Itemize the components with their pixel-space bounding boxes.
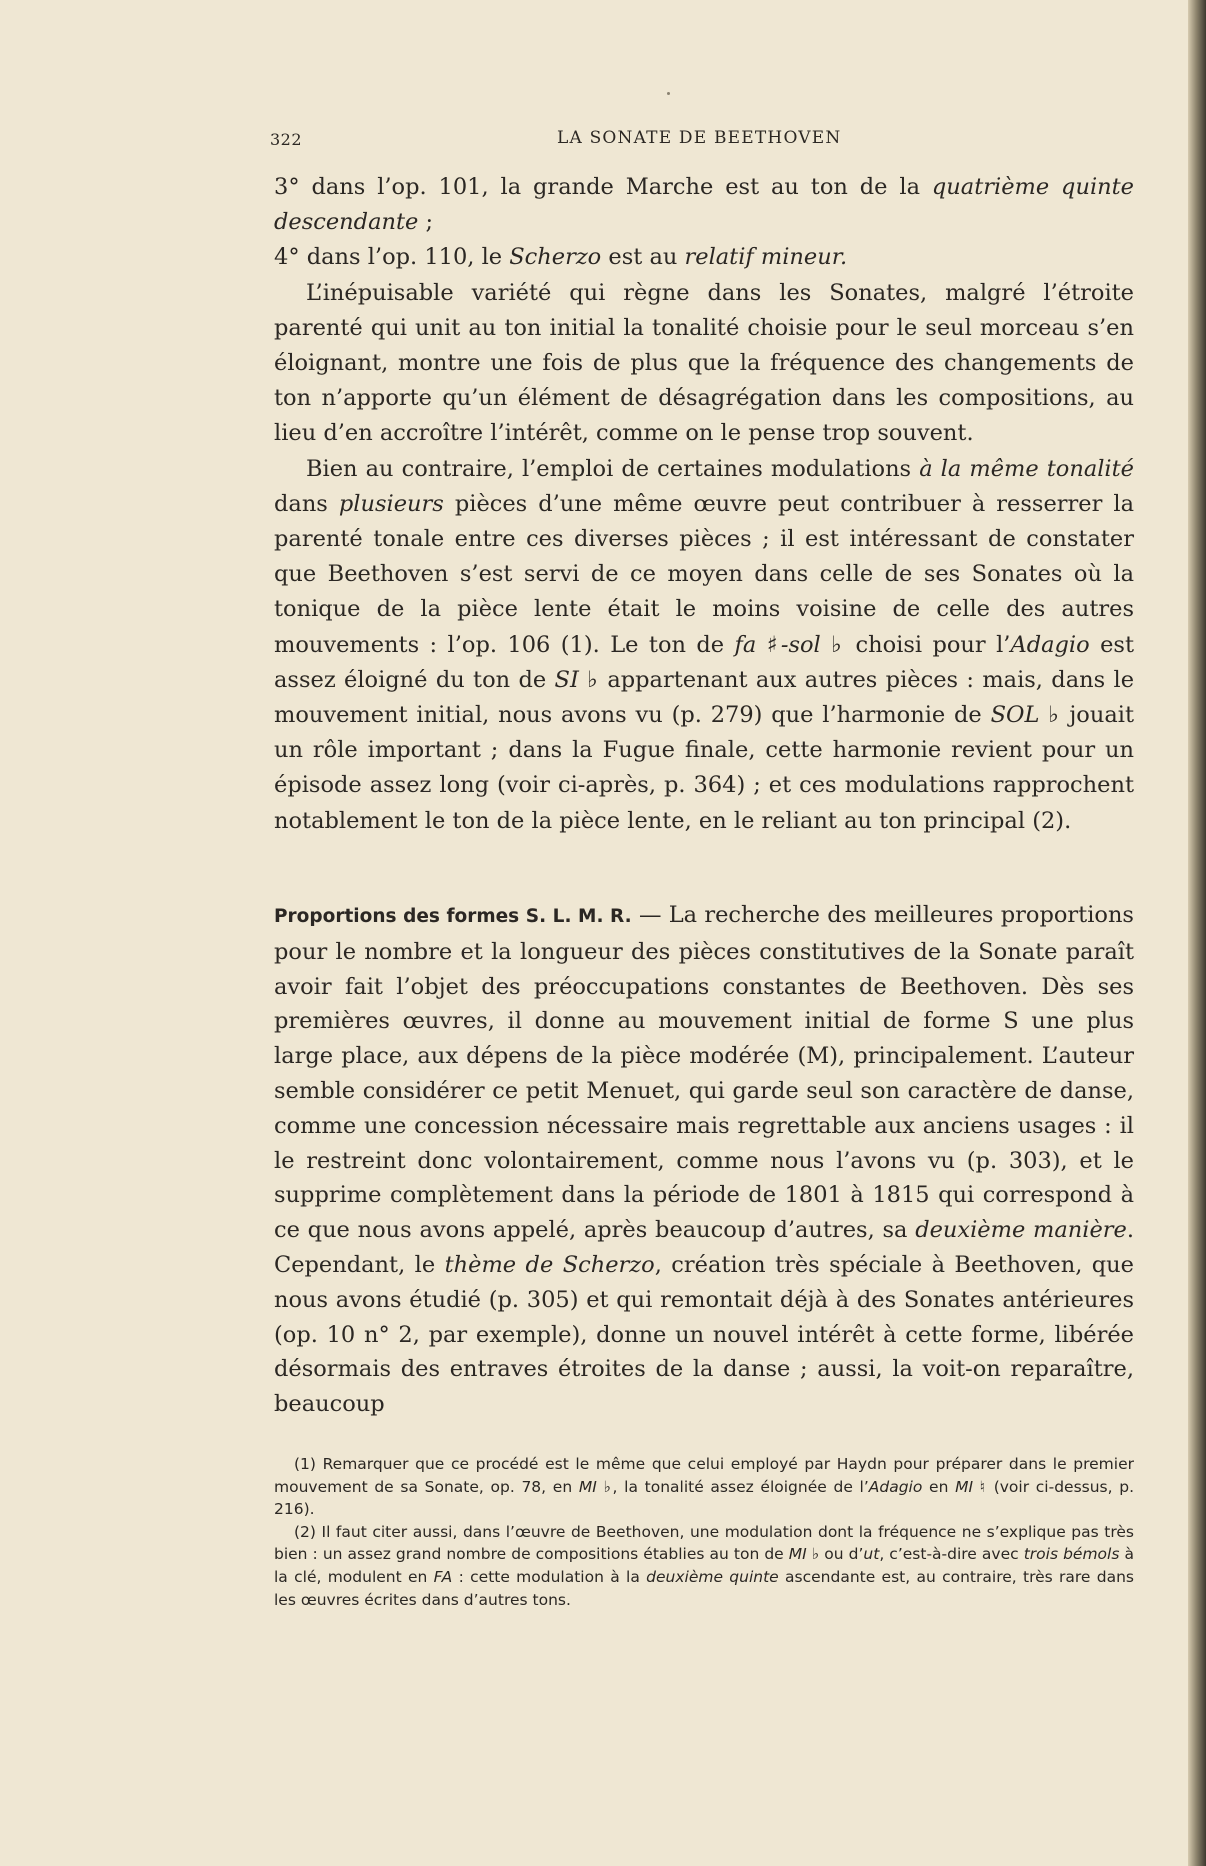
italic-run: fa ♯-sol ♭ — [734, 631, 846, 658]
text-run: (2) Il faut citer aussi, dans l’œuvre de Beethoven, une modulation dont la fréquence ne s’explique pas très bien : un assez grand nombre de compositions établies au ton de — [274, 1522, 1134, 1564]
text-run: , création très spéciale à Beethoven, que nous avons étudié (p. 305) et qui remontait déjà à des Sonates antérieures (op. 10 n° 2, par exemple), donne un nouvel intérêt à cette forme, libérée désormais des entraves étroites de la danse ; aussi, la voit-on reparaître, beaucoup — [274, 1251, 1134, 1418]
italic-run: ut — [863, 1545, 880, 1564]
footnote-2 — [274, 1521, 1134, 1611]
italic-run: quatrième quinte descendante — [274, 174, 1134, 236]
text-run: 3° dans l’op. 101, la grande Marche est au ton de la — [274, 174, 932, 200]
page-edge-shadow — [1188, 0, 1206, 1866]
section-proportions — [274, 898, 1134, 1422]
italic-run: MI ♭ — [578, 1477, 613, 1496]
text-run: jouait un rôle important ; dans la Fugue finale, cette harmonie revient pour un épisode assez long (voir ci-après, p. 364) ; et ces modulations rapprochent notablement le ton de la pièce lente, en le reliant au ton principal (2). — [274, 702, 1134, 834]
text-run: ; — [418, 209, 434, 236]
italic-run: SOL ♭ — [990, 702, 1061, 729]
paragraph-item-3 — [274, 170, 1134, 240]
section-title: Proportions des formes S. L. M. R. — [274, 906, 632, 927]
italic-run: relatif mineur. — [684, 244, 848, 271]
italic-run: MI ♮ — [955, 1477, 988, 1496]
text-run: est assez éloigné du ton de — [274, 631, 1134, 693]
paragraph-item-4 — [274, 240, 1134, 275]
italic-run: deuxième manière — [915, 1217, 1127, 1244]
italic-run: Scherzo — [509, 244, 602, 271]
text-run: appartenant aux autres pièces : mais, dans le mouvement initial, nous avons vu (p. 279) que l’harmonie de — [274, 666, 1135, 729]
text-run: (voir ci-dessus, p. 216). — [274, 1477, 1135, 1519]
text-run: (1) Remarquer que ce procédé est le même que celui employé par Haydn pour préparer dans le premier mouvement de sa Sonate, op. 78, en — [274, 1455, 1134, 1496]
page-number: 322 — [270, 130, 303, 149]
text-run: 4° dans l’op. 110, le — [274, 244, 510, 271]
italic-run: deuxième quinte — [646, 1567, 779, 1586]
italic-run: à la même tonalité — [919, 455, 1134, 482]
italic-run: Adagio — [868, 1477, 923, 1496]
text-run: , la tonalité assez éloignée de l’ — [612, 1477, 869, 1496]
text-run: est au — [601, 244, 685, 271]
text-run: en — [922, 1477, 956, 1496]
text-run: Bien au contraire, l’emploi de certaines modulations — [306, 455, 920, 482]
text-run: ascendante est, au contraire, très rare dans les œuvres écrites dans d’autres tons. — [274, 1567, 1134, 1609]
paragraph-modulations — [274, 452, 1134, 839]
text-run: : cette modulation à la — [452, 1567, 647, 1586]
text-run: — La recherche des meilleures proportions pour le nombre et la longueur des pièces constitutives de la Sonate paraît avoir fait l’objet des préoccupations constantes de Beethoven. Dès ses premières œuvres, il donne au mouvement initial de forme S une plus large place, aux dépens de la pièce modérée (M), principalement. L’auteur semble considérer ce petit Menuet, qui garde seul son caractère de danse, comme une concession nécessaire mais regrettable aux anciens usages : il le restreint donc volontairement, comme nous l’avons vu (p. 303), et le supprime complètement dans la période de 1801 à 1815 qui correspond à ce que nous avons appelé, après beaucoup d’autres, sa — [274, 902, 1134, 1244]
italic-run: FA — [433, 1567, 453, 1586]
text-run: à la clé, modulent en — [274, 1545, 1134, 1586]
italic-run: plusieurs — [338, 490, 444, 517]
footnotes — [274, 1453, 1134, 1611]
section-paragraph — [274, 898, 1134, 1422]
italic-run: MI ♭ — [788, 1545, 820, 1564]
text-run: ou d’ — [819, 1545, 864, 1564]
text-run: choisi pour l’ — [845, 631, 1011, 658]
italic-run: thème de Scherzo — [444, 1251, 655, 1278]
text-run: pièces d’une même œuvre peut contribuer à resserrer la parenté tonale entre ces diverses pièces ; il est intéressant de constater que Beethoven s’est servi de ce moyen dans celle de ses Sonates où la tonique de la pièce lente était le moins voisine de celle des autres mouvements : l’op. 106 (1). Le ton de — [274, 490, 1134, 658]
text-run: dans — [274, 490, 339, 517]
page-header — [270, 128, 1140, 154]
text-run: . Cependant, le — [274, 1217, 1134, 1278]
text-run: , c’est-à-dire avec — [879, 1545, 1024, 1564]
footnote-1 — [274, 1453, 1134, 1521]
print-speck — [667, 92, 670, 95]
running-title: LA SONATE DE BEETHOVEN — [557, 128, 842, 148]
paragraph-variety: L’inépuisable variété qui règne dans les Sonates, malgré l’étroite parenté qui unit au ton initial la tonalité choisie pour le seul morceau s’en éloignant, montre une fois de plus que la fréquence des changements de ton n’apporte qu’un élément de désagrégation dans les compositions, au lieu d’en accroître l’intérêt, comme on le pense trop souvent. — [274, 279, 1134, 447]
italic-run: Adagio — [1010, 631, 1090, 658]
main-text — [274, 170, 1134, 839]
italic-run: trois bémols — [1023, 1545, 1120, 1564]
italic-run: SI ♭ — [554, 666, 599, 693]
